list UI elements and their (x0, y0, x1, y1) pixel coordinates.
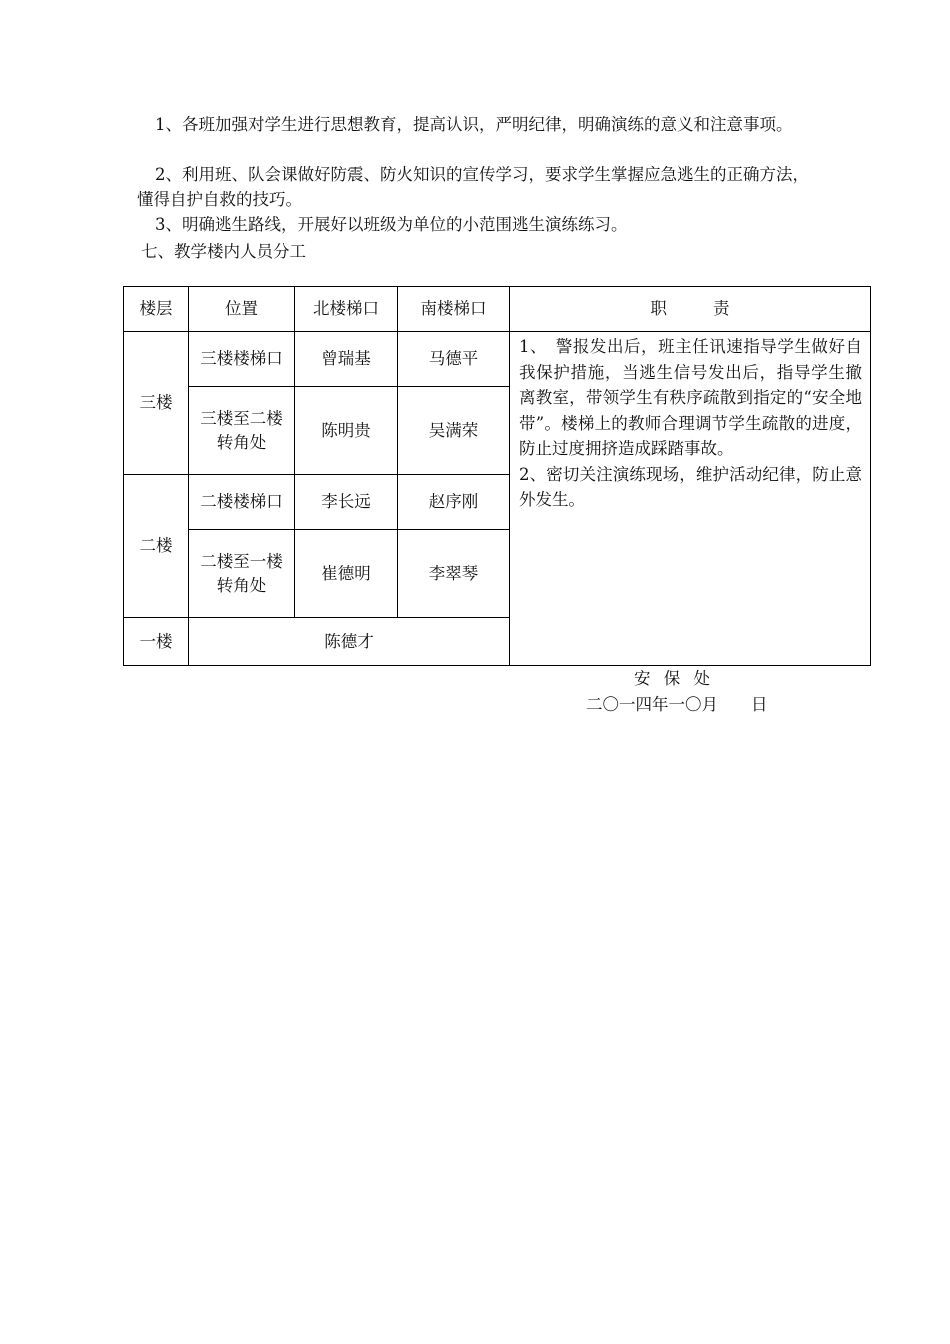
south-stairs-cell: 李翠琴 (398, 530, 510, 618)
south-stairs-cell: 赵序刚 (398, 475, 510, 530)
header-north-stairs: 北楼梯口 (295, 287, 398, 332)
table-header-row (124, 287, 871, 332)
position-cell: 三楼至二楼转角处 (189, 387, 295, 475)
south-stairs-cell: 马德平 (398, 332, 510, 387)
header-south-stairs: 南楼梯口 (398, 287, 510, 332)
floor-cell-1: 一楼 (124, 618, 189, 666)
position-cell: 二楼至一楼转角处 (189, 530, 295, 618)
north-stairs-cell: 陈明贵 (295, 387, 398, 475)
floor-cell-3: 三楼 (124, 332, 189, 475)
header-position: 位置 (189, 287, 295, 332)
duty-item-2: 2、密切关注演练现场，维护活动纪律，防止意外发生。 (519, 464, 862, 509)
position-cell: 三楼楼梯口 (189, 332, 295, 387)
south-stairs-cell: 吴满荣 (398, 387, 510, 475)
paragraph-2: 2、利用班、队会课做好防震、防火知识的宣传学习，要求学生掌握应急逃生的正确方法，懂得自护自救的技巧。 (137, 165, 809, 209)
header-duty-char-2: 责 (713, 299, 730, 318)
duty-cell (510, 332, 871, 666)
header-duty (510, 287, 871, 332)
header-duty-char-1: 职 (650, 299, 667, 318)
paragraph-1: 1、各班加强对学生进行思想教育，提高认识，严明纪律，明确演练的意义和注意事项。 (155, 115, 793, 134)
north-stairs-cell: 李长远 (295, 475, 398, 530)
north-stairs-cell: 曾瑞基 (295, 332, 398, 387)
header-duty-label (651, 299, 730, 318)
staff-assignment-table (123, 286, 871, 666)
north-stairs-cell: 崔德明 (295, 530, 398, 618)
floor-cell-2: 二楼 (124, 475, 189, 618)
table-row (124, 332, 871, 387)
paragraph-3: 3、明确逃生路线，开展好以班级为单位的小范围逃生演练练习。 (155, 215, 628, 234)
signature-date: 二〇一四年一〇月 日 (586, 695, 768, 714)
first-floor-person-cell: 陈德才 (189, 618, 510, 666)
header-floor: 楼层 (124, 287, 189, 332)
duty-item-1: 1、 警报发出后，班主任讯速指导学生做好自我保护措施，当逃生信号发出后，指导学生撤离教室，带领学生有秩序疏散到指定的“安全地带”。楼梯上的教师合理调节学生疏散的进度，防止过度拥挤造成踩踏事故。 (519, 337, 862, 458)
position-cell: 二楼楼梯口 (189, 475, 295, 530)
section-heading-7: 七、教学楼内人员分工 (141, 242, 306, 261)
signature-office: 安 保 处 (634, 669, 714, 688)
